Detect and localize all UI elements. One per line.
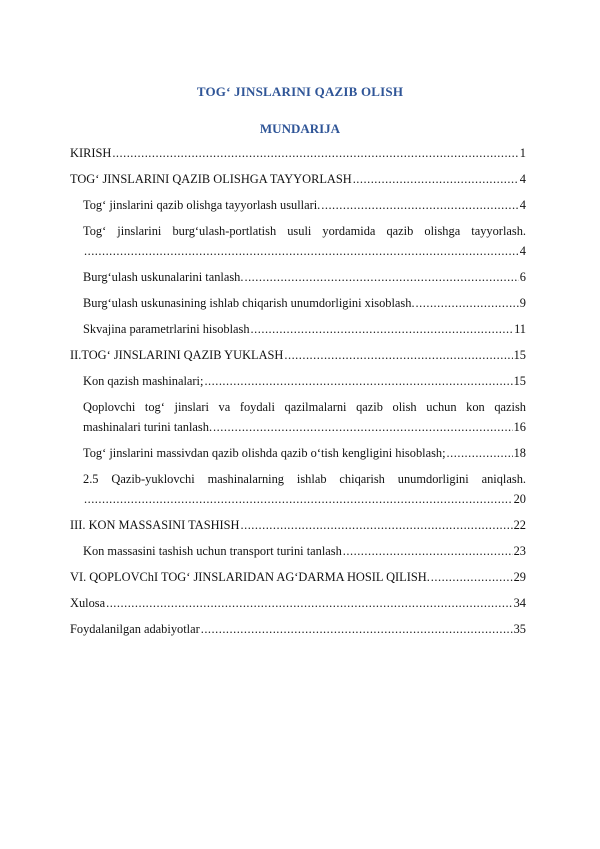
toc-page-number: 20 [513, 492, 526, 506]
toc-page-number: 23 [513, 544, 526, 558]
toc-page-number: 35 [513, 622, 526, 636]
toc-entry-text: Xulosa [70, 596, 106, 610]
toc-leader-dots [84, 489, 513, 509]
toc-entry-text: Burg‘ulash uskunasining ishlab chiqarish unumdorligini xisoblash. [83, 296, 415, 310]
toc-page-number: 11 [514, 322, 526, 336]
toc-page-number: 15 [513, 348, 526, 362]
toc-entry-text: 2.5 Qazib-yuklovchi mashinalarning ishlab chiqarish unumdorligini aniqlash. [83, 472, 526, 486]
toc-entry-text: VI. QOPLOVChI TOG‘ JINSLARIDAN AG‘DARMA HOSIL QILISH. [70, 570, 430, 584]
toc-entry-adabiyotlar[interactable] [70, 619, 526, 639]
toc-entry-subsection[interactable] [70, 469, 526, 509]
toc-entry-subsection[interactable] [70, 541, 526, 561]
toc-leader-dots [431, 567, 513, 587]
toc-page-number: 1 [519, 146, 526, 160]
toc-entry-subsection[interactable] [70, 319, 526, 339]
toc-entry-text: Tog‘ jinslarini massivdan qazib olishda qazib o‘tish kengligini hisoblash; [83, 446, 446, 460]
toc-entry-text: Burg‘ulash uskunalarini tanlash. [83, 270, 244, 284]
toc-page-number: 4 [519, 244, 526, 258]
toc-leader-dots [447, 443, 513, 463]
toc-page-number: 34 [513, 596, 526, 610]
toc-entry-text: Kon qazish mashinalari; [83, 374, 204, 388]
toc-leader-dots [416, 293, 519, 313]
toc-page-number: 18 [513, 446, 526, 460]
toc-entry-text: Tog‘ jinslarini qazib olishga tayyorlash usullari. [83, 198, 321, 212]
toc-leader-dots [213, 417, 513, 437]
toc-entry-text: Kon massasini tashish uchun transport turini tanlash [83, 544, 342, 558]
toc-leader-dots [321, 195, 519, 215]
toc-entry-kirish[interactable] [70, 143, 526, 163]
toc-leader-dots [201, 619, 513, 639]
toc-entry-text: Tog‘ jinslarini burg‘ulash-portlatish usuli yordamida qazib olishga tayyorlash. [83, 224, 526, 238]
toc-leader-dots [251, 319, 514, 339]
toc-entry-section-1[interactable] [70, 169, 526, 189]
toc-entry-subsection[interactable] [70, 397, 526, 437]
toc-entry-subsection[interactable] [70, 267, 526, 287]
toc-leader-dots [106, 593, 513, 613]
toc-leader-dots [112, 143, 518, 163]
toc-page-number: 6 [519, 270, 526, 284]
toc-entry-text: TOG‘ JINSLARINI QAZIB OLISHGA TAYYORLASH [70, 172, 352, 186]
toc-entry-text: III. KON MASSASINI TASHISH [70, 518, 240, 532]
toc-entry-subsection[interactable] [70, 195, 526, 215]
toc-page-number: 16 [513, 420, 526, 434]
toc-entry-subsection[interactable] [70, 371, 526, 391]
toc-entry-text-continued: mashinalari turini tanlash. [83, 420, 213, 434]
toc-leader-dots [84, 241, 519, 261]
toc-leader-dots [284, 345, 512, 365]
toc-leader-dots [244, 267, 518, 287]
toc-entry-text: II.TOG‘ JINSLARINI QAZIB YUKLASH [70, 348, 284, 362]
toc-entry-subsection[interactable] [70, 293, 526, 313]
toc-page-number: 22 [513, 518, 526, 532]
toc-entry-text: Skvajina parametrlarini hisoblash [83, 322, 250, 336]
toc-entry-text: KIRISH [70, 146, 112, 160]
toc-page-number: 29 [513, 570, 526, 584]
toc-page-number: 4 [519, 198, 526, 212]
toc-entry-xulosa[interactable] [70, 593, 526, 613]
toc-leader-dots [241, 515, 513, 535]
toc-leader-dots [353, 169, 519, 189]
toc-leader-dots [204, 371, 512, 391]
toc-entry-text: Foydalanilgan adabiyotlar [70, 622, 200, 636]
toc-entry-subsection[interactable] [70, 221, 526, 261]
table-of-contents [70, 143, 526, 639]
toc-leader-dots [343, 541, 513, 561]
toc-heading: MUNDARIJA [259, 121, 341, 136]
toc-page-number: 4 [519, 172, 526, 186]
toc-entry-subsection[interactable] [70, 443, 526, 463]
document-title: TOG‘ JINSLARINI QAZIB OLISH [196, 84, 404, 99]
toc-page-number: 9 [519, 296, 526, 310]
toc-entry-text: Qoplovchi tog‘ jinslari va foydali qazilmalarni qazib olish uchun kon qazish [83, 400, 526, 414]
toc-entry-section-2[interactable] [70, 345, 526, 365]
toc-page-number: 15 [513, 374, 526, 388]
toc-entry-section-4[interactable] [70, 567, 526, 587]
toc-entry-section-3[interactable] [70, 515, 526, 535]
